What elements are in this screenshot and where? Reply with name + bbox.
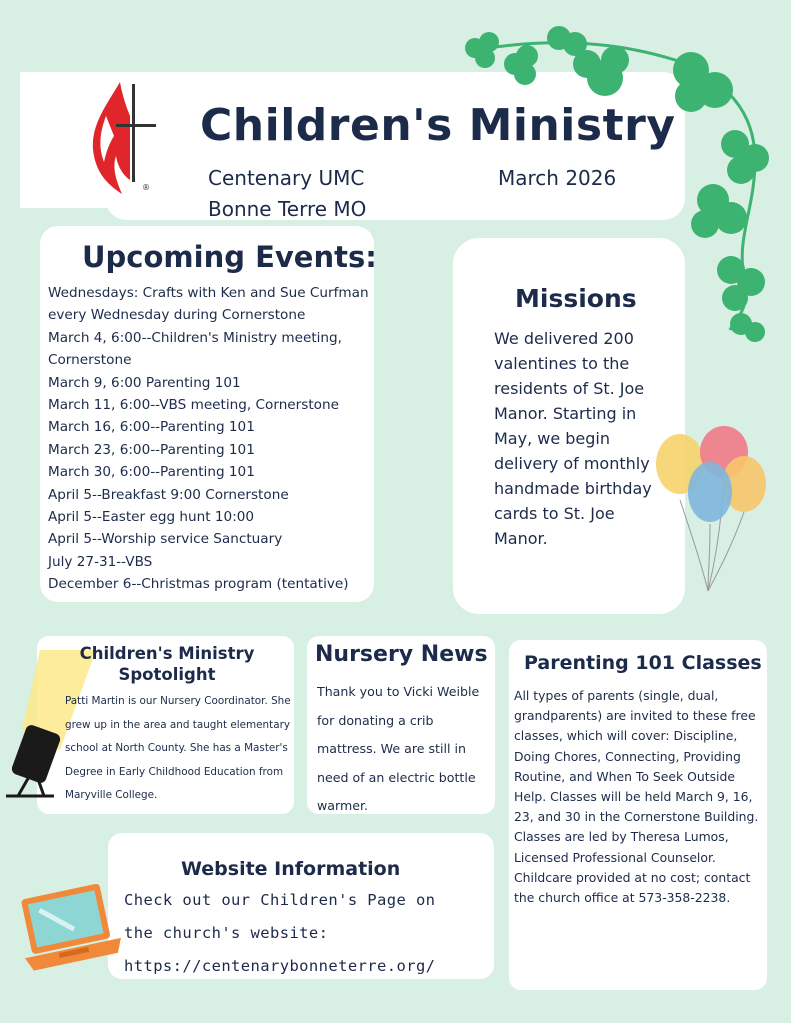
newsletter-date: March 2026 (498, 166, 617, 190)
event-item: every Wednesday during Cornerstone (48, 307, 306, 324)
events-title: Upcoming Events: (82, 240, 377, 274)
registered-mark: ® (142, 183, 150, 192)
event-item: April 5--Easter egg hunt 10:00 (48, 509, 255, 526)
parenting-title: Parenting 101 Classes (524, 652, 762, 674)
website-line-1: Check out our Children's Page on (124, 891, 436, 909)
missions-title: Missions (515, 284, 637, 313)
laptop-icon (14, 884, 128, 974)
spotlight-title: Children's Ministry Spotolight (79, 644, 255, 684)
website-url-link[interactable]: https://centenarybonneterre.org/ (124, 957, 436, 975)
events-list (48, 282, 378, 596)
event-item: December 6--Christmas program (tentative) (48, 576, 349, 593)
website-line-2: the church's website: (124, 924, 329, 942)
event-item: Cornerstone (48, 352, 132, 369)
event-item: March 4, 6:00--Children's Ministry meeting, (48, 329, 342, 346)
church-name: Centenary UMC (208, 166, 365, 190)
event-item: July 27-31--VBS (48, 553, 153, 570)
cross-and-flame-logo (86, 76, 166, 200)
missions-text: We delivered 200 valentines to the residents of St. Joe Manor. Starting in May, we begin delivery of monthly handmade birthday cards to St. Joe Manor. (494, 329, 652, 548)
nursery-text: Thank you to Vicki Weible for donating a crib mattress. We are still in need of an electric bottle warmer. (317, 684, 480, 813)
church-location: Bonne Terre MO (208, 197, 367, 221)
event-item: April 5--Worship service Sanctuary (48, 531, 283, 548)
spotlight-text: Patti Martin is our Nursery Coordinator. She grew up in the area and taught elementary school at North County. She has a Master's Degree in Early Childhood Education from Maryville College. (65, 695, 291, 801)
website-title: Website Information (181, 858, 401, 880)
parenting-text: All types of parents (single, dual, grandparents) are invited to these free classes, which will cover: Discipline, Doing Chores, Connecting, Providing Routine, and When To Seek Outside Help. Classes will be held March 9, 16, 23, and 30 in the Cornerstone Building. Classes are led by Theresa Lumos, Licensed Professional Counselor. Childcare provided at no cost; contact the church office at 573-358-2238. (514, 688, 759, 906)
page-title: Children's Ministry (200, 100, 676, 151)
event-item: March 30, 6:00--Parenting 101 (48, 464, 255, 481)
event-item: Wednesdays: Crafts with Ken and Sue Curfman (48, 285, 369, 301)
event-item: March 16, 6:00--Parenting 101 (48, 419, 255, 436)
event-item: March 23, 6:00--Parenting 101 (48, 441, 255, 458)
event-item: March 11, 6:00--VBS meeting, Cornerstone (48, 397, 339, 414)
event-item: April 5--Breakfast 9:00 Cornerstone (48, 486, 289, 503)
event-item: March 9, 6:00 Parenting 101 (48, 374, 241, 391)
nursery-title: Nursery News (315, 642, 488, 667)
balloons-icon (652, 426, 772, 596)
